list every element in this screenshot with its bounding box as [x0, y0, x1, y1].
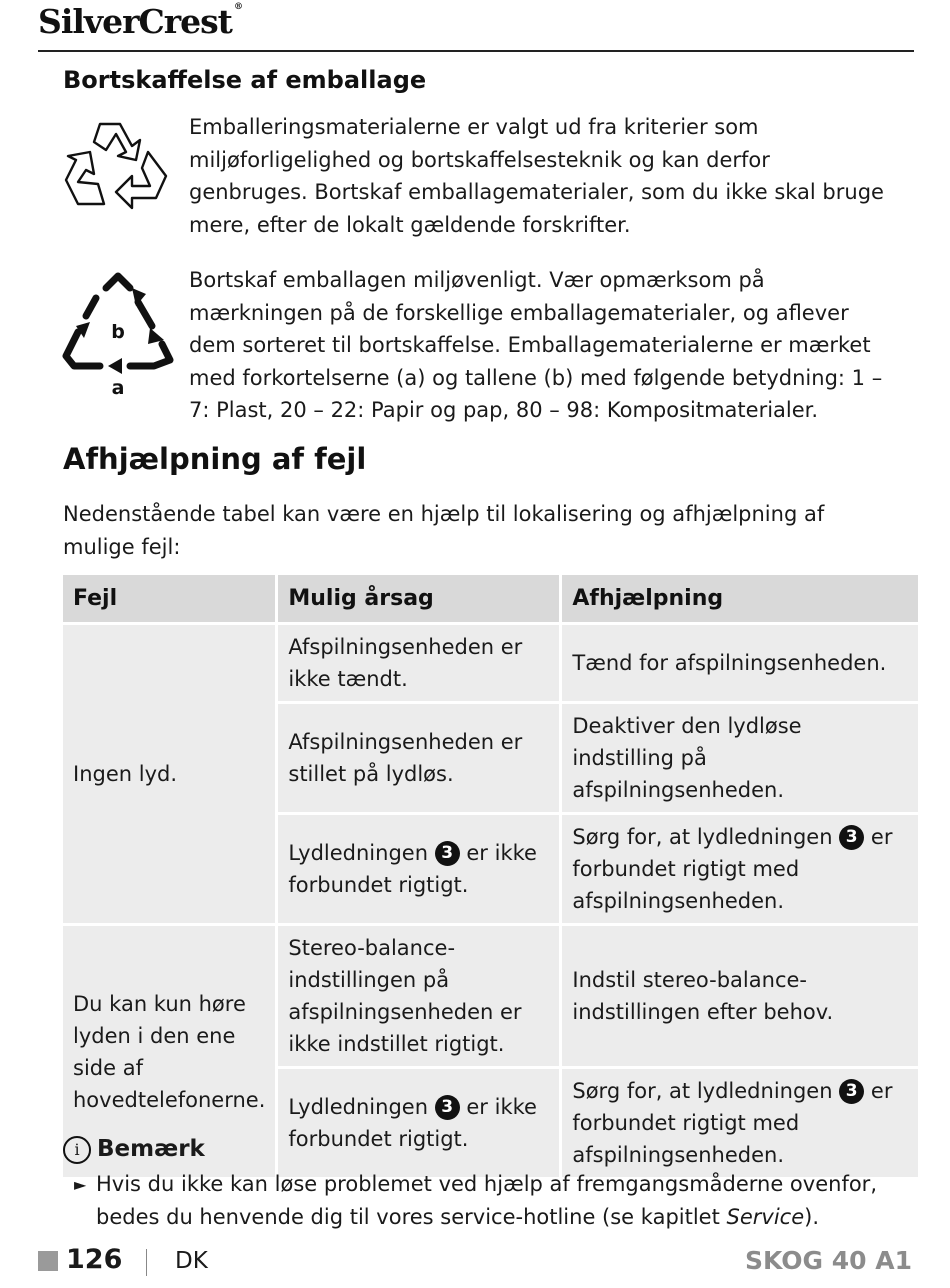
- cause-cell: Afspilningsenheden er ikke tændt.: [278, 625, 559, 701]
- troubleshooting-intro: [63, 498, 893, 563]
- reference-number-3: 3: [839, 1079, 864, 1104]
- header-mulig-arsag: Mulig årsag: [278, 575, 559, 622]
- symbol-label-b: b: [111, 321, 125, 343]
- brand-name: SilverCrest: [38, 2, 232, 41]
- table-row: [63, 625, 918, 701]
- remedy-cell: [562, 815, 918, 923]
- section-heading-disposal: Bortskaffelse af emballage: [63, 66, 427, 94]
- disposal-text-1: Emballeringsmaterialerne er valgt ud fra kriterier som miljøforligelighed og bortskaffelsesteknik og kan derfor genbruges. Bortskaf emballagematerialer, som du ikke skal bruge mere, efter de lokalt gældende forskrifter.: [189, 115, 884, 237]
- disposal-paragraph-1: [189, 111, 889, 241]
- info-icon: i: [63, 1136, 91, 1164]
- cause-text: er ikke forbundet rigtigt.: [288, 841, 537, 897]
- table-row: [63, 926, 918, 1066]
- footer-divider: [146, 1249, 147, 1276]
- note-text: [96, 1168, 894, 1234]
- registered-mark: ®: [233, 2, 242, 12]
- troubleshooting-intro-text: Nedenstående tabel kan være en hjælp til lokalisering og afhjælpning af mulige fejl:: [63, 502, 825, 559]
- note-text-start: Hvis du ikke kan løse problemet ved hjælp af fremgangsmåderne ovenfor, bedes du henvende dig til vores service-hotline (se kapitlet: [96, 1172, 877, 1229]
- note-title-text: Bemærk: [97, 1136, 205, 1162]
- language-code: DK: [175, 1248, 208, 1274]
- reference-number-3: 3: [839, 825, 864, 850]
- problem-cell: Du kan kun høre lyden i den ene side af hovedtelefonerne.: [63, 926, 275, 1177]
- cause-text: er ikke forbundet rigtigt.: [288, 1095, 537, 1151]
- model-number: SKOG 40 A1: [745, 1246, 912, 1275]
- bullet-arrow-icon: ►: [74, 1175, 87, 1194]
- remedy-cell: Indstil stereo-balance-indstillingen efter behov.: [562, 926, 918, 1066]
- remedy-text: Sørg for, at lydledningen: [572, 825, 833, 849]
- table-header-row: [63, 575, 918, 622]
- disposal-paragraph-2: [189, 264, 889, 427]
- remedy-text: er forbundet rigtigt med afspilningsenheden.: [572, 825, 893, 913]
- header-afhjaelpning: Afhjælpning: [562, 575, 918, 622]
- cause-cell: [278, 1069, 559, 1177]
- troubleshooting-table: [60, 572, 921, 1180]
- remedy-text: Sørg for, at lydledningen: [572, 1079, 833, 1103]
- reference-number-3: 3: [435, 841, 460, 866]
- disposal-text-2: Bortskaf emballagen miljøvenligt. Vær opmærksom på mærkningen på de forskellige emballagematerialer, og aflever dem sorteret til bortskaffelse. Emballagematerialerne er mærket med forkortelserne (a) og tallene (b) med følgende betydning: 1 – 7: Plast, 20 – 22: Papir og pap, 80 – 98: Kompositmaterialer.: [189, 268, 883, 422]
- cause-cell: [278, 815, 559, 923]
- cause-text: Lydledningen: [288, 1095, 429, 1119]
- note-text-end: ).: [804, 1205, 820, 1229]
- cause-cell: Stereo-balance-indstillingen på afspilningsenheden er ikke indstillet rigtigt.: [278, 926, 559, 1066]
- brand-logo: [38, 2, 242, 41]
- cause-text: Lydledningen: [288, 841, 429, 865]
- reference-number-3: 3: [435, 1095, 460, 1120]
- header-divider: [38, 50, 914, 52]
- problem-cell: Ingen lyd.: [63, 625, 275, 923]
- header-fejl: Fejl: [63, 575, 275, 622]
- page-number: 126: [66, 1244, 123, 1275]
- service-chapter-reference: Service: [726, 1205, 805, 1229]
- symbol-label-a: a: [111, 377, 125, 398]
- recycling-code-icon: [60, 266, 176, 398]
- remedy-cell: Deaktiver den lydløse indstilling på afspilningsenheden.: [562, 704, 918, 812]
- remedy-cell: [562, 1069, 918, 1177]
- note-body: [74, 1168, 894, 1234]
- remedy-cell: Tænd for afspilningsenheden.: [562, 625, 918, 701]
- note-heading: [63, 1136, 205, 1164]
- recycle-icon: [62, 116, 174, 220]
- footer-marker: [38, 1251, 58, 1271]
- section-heading-troubleshooting: Afhjælpning af fejl: [63, 442, 367, 476]
- remedy-text: er forbundet rigtigt med afspilningsenheden.: [572, 1079, 893, 1167]
- cause-cell: Afspilningsenheden er stillet på lydløs.: [278, 704, 559, 812]
